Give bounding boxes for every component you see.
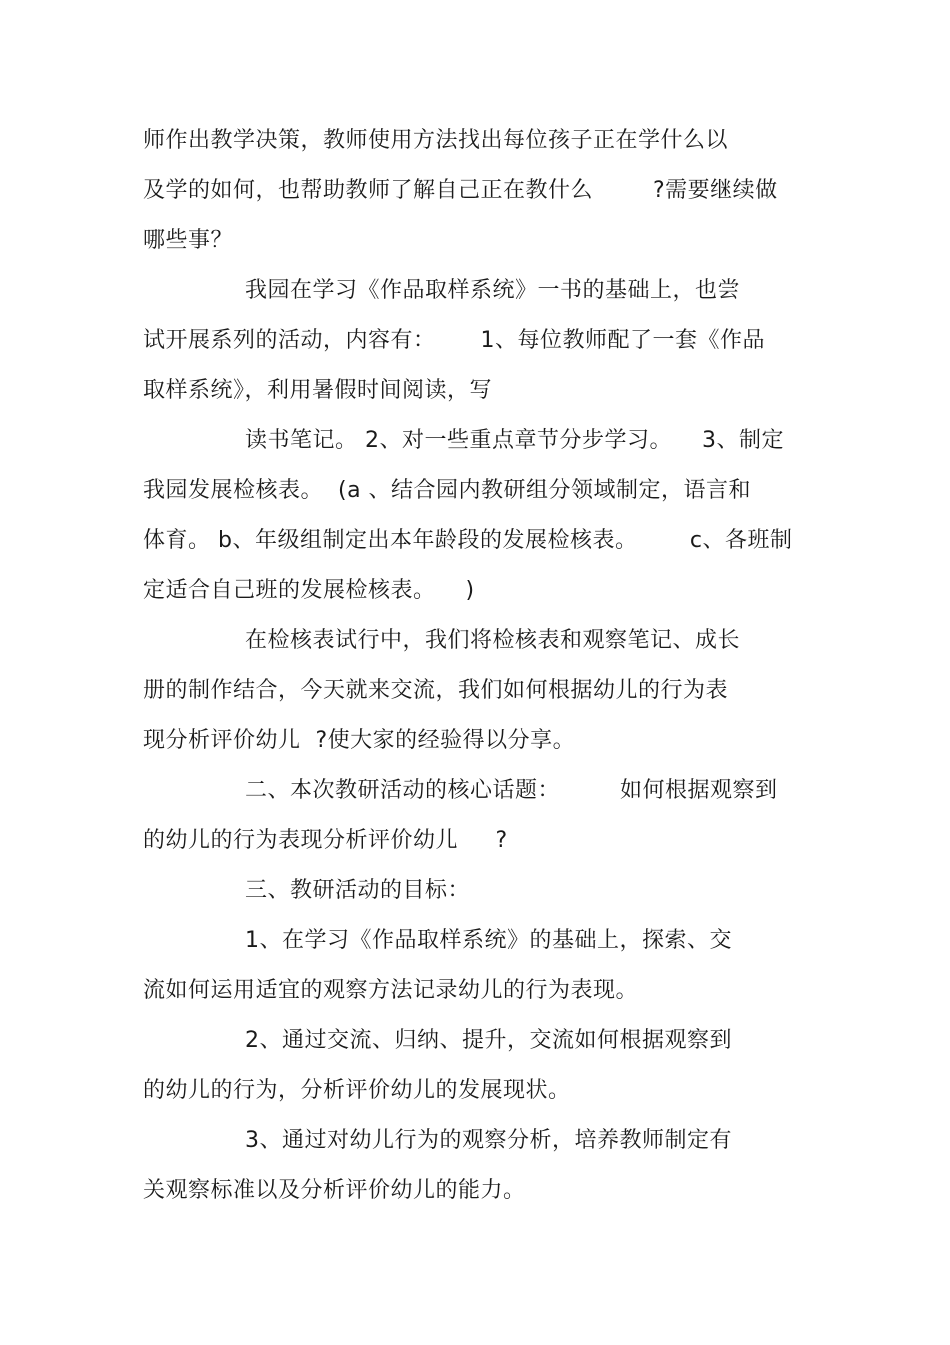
text-line: 试开展系列的活动，内容有： 1、每位教师配了一套《作品 xyxy=(143,328,765,353)
text-line: 现分析评价幼儿 ?使大家的经验得以分享。 xyxy=(143,728,576,753)
text-line: 体育。 b、年级组制定出本年龄段的发展检核表。 c、各班制 xyxy=(143,528,793,553)
text-line: 的幼儿的行为，分析评价幼儿的发展现状。 xyxy=(143,1078,571,1103)
paragraph-start-line: 在检核表试行中，我们将检核表和观察笔记、成长 xyxy=(245,628,741,653)
list-item-line: 3、通过对幼儿行为的观察分析，培养教师制定有 xyxy=(245,1128,732,1153)
text-line: 定适合自己班的发展检核表。 ) xyxy=(143,578,475,603)
section-heading-line: 三、教研活动的目标： xyxy=(245,878,471,903)
text-line: 及学的如何，也帮助教师了解自己正在教什么 ?需要继续做 xyxy=(143,178,778,203)
text-line: 关观察标准以及分析评价幼儿的能力。 xyxy=(143,1178,526,1203)
text-line: 册的制作结合，今天就来交流，我们如何根据幼儿的行为表 xyxy=(143,678,729,703)
text-line: 我园发展检核表。 (a 、结合园内教研组分领域制定，语言和 xyxy=(143,478,752,503)
paragraph-start-line: 读书笔记。 2、对一些重点章节分步学习。 3、制定 xyxy=(245,428,784,453)
text-line: 哪些事？ xyxy=(143,228,234,253)
text-line: 流如何运用适宜的观察方法记录幼儿的行为表现。 xyxy=(143,978,639,1003)
text-line: 取样系统》，利用暑假时间阅读，写 xyxy=(143,378,493,403)
text-line: 师作出教学决策，教师使用方法找出每位孩子正在学什么以 xyxy=(143,128,729,153)
list-item-line: 1、在学习《作品取样系统》的基础上，探索、交 xyxy=(245,928,732,953)
text-line: 的幼儿的行为表现分析评价幼儿 ? xyxy=(143,828,508,853)
list-item-line: 2、通过交流、归纳、提升，交流如何根据观察到 xyxy=(245,1028,732,1053)
paragraph-start-line: 我园在学习《作品取样系统》一书的基础上，也尝 xyxy=(245,278,741,303)
section-heading-line: 二、本次教研活动的核心话题： 如何根据观察到 xyxy=(245,778,778,803)
